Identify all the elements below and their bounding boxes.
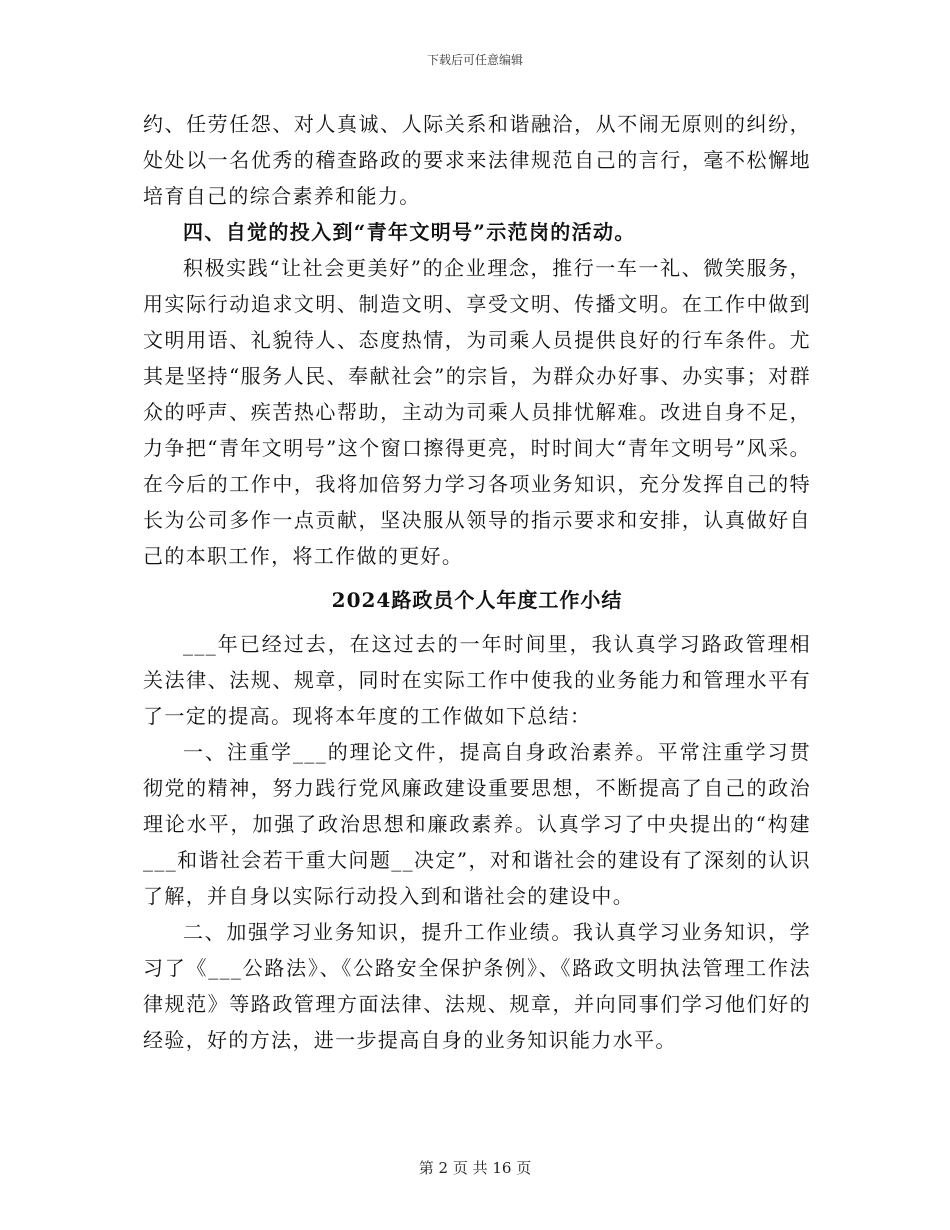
continued-paragraph: 约、任劳任怨、对人真诚、人际关系和谐融洽，从不闹无原则的纠纷，处处以一名优秀的稽查路政的要求来法律规范自己的言行，毫不松懈地培育自己的综合素养和能力。	[143, 112, 811, 208]
document-title: 2024路政员个人年度工作小结	[331, 588, 623, 612]
point-paragraph-1: 一、注重学___的理论文件，提高自身政治素养。平常注重学习贯彻党的精神，努力践行党风廉政建设重要思想，不断提高了自己的政治理论水平，加强了政治思想和廉政素养。认真学习了中央提出的“构建___和谐社会若干重大问题__决定”，对和谐社会的建设有了深刻的认识了解，并自身以实际行动投入到和谐社会的建设中。	[143, 740, 811, 908]
page-number: 第 2 页 共 16 页	[418, 1159, 532, 1177]
section-paragraph: 积极实践“让社会更美好”的企业理念，推行一车一礼、微笑服务，用实际行动追求文明、制造文明、享受文明、传播文明。在工作中做到文明用语、礼貌待人、态度热情，为司乘人员提供良好的行车条件。尤其是坚持“服务人民、奉献社会”的宗旨，为群众办好事、办实事；对群众的呼声、疾苦热心帮助，主动为司乘人员排忧解难。改进自身不足，力争把“青年文明号”这个窗口擦得更亮，时时间大“青年文明号”风采。在今后的工作中，我将加倍努力学习各项业务知识，充分发挥自己的特长为公司多作一点贡献，坚决服从领导的指示要求和安排，认真做好自己的本职工作，将工作做的更好。	[143, 256, 811, 568]
section-heading: 四、自觉的投入到“青年文明号”示范岗的活动。	[183, 220, 636, 244]
header-note: 下载后可任意编辑	[426, 53, 523, 67]
document-body	[143, 106, 811, 1058]
point-paragraph-2: 二、加强学习业务知识，提升工作业绩。我认真学习业务知识，学习了《___公路法》、《公路安全保护条例》、《路政文明执法管理工作法律规范》等路政管理方面法律、法规、规章，并向同事们学习他们好的经验，好的方法，进一步提高自身的业务知识能力水平。	[143, 920, 811, 1052]
intro-paragraph: ___年已经过去，在这过去的一年时间里，我认真学习路政管理相关法律、法规、规章，同时在实际工作中使我的业务能力和管理水平有了一定的提高。现将本年度的工作做如下总结：	[143, 632, 811, 728]
